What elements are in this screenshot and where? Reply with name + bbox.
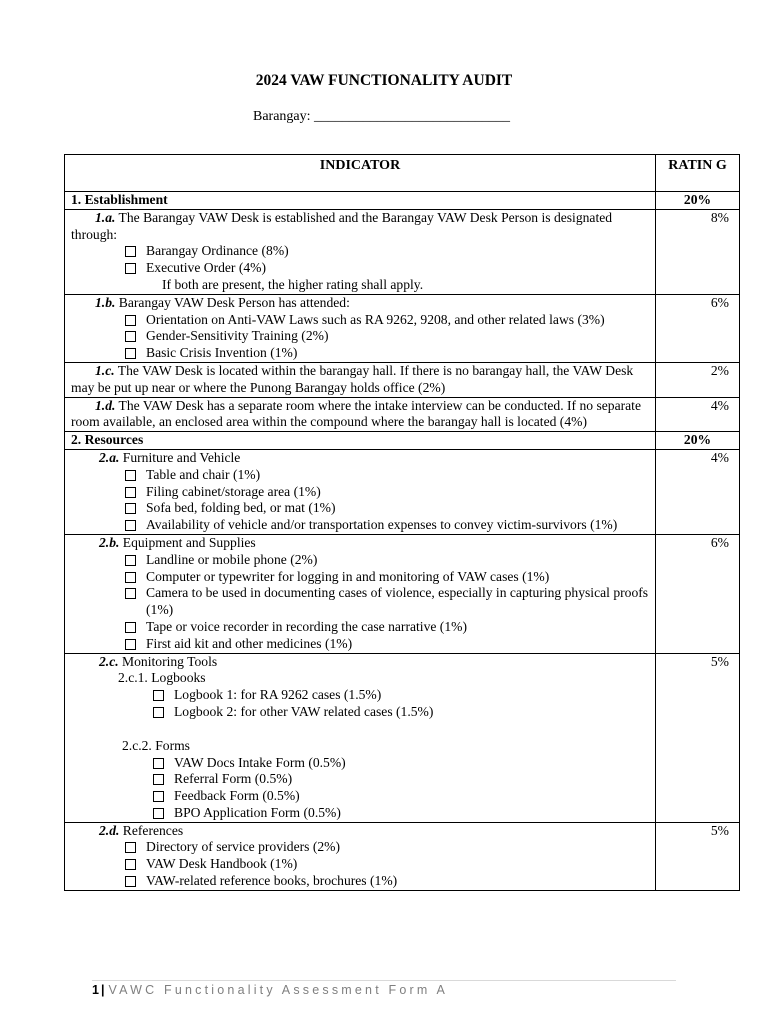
rating-column-header: RATIN G [656,155,740,192]
indicator-rating: 6% [656,294,740,362]
checkbox-item[interactable]: Referral Form (0.5%) [153,771,649,788]
indicator-text: The Barangay VAW Desk is established and the Barangay VAW Desk Person is designated through: [71,209,613,242]
section-rating: 20% [656,192,740,210]
checkbox-item[interactable]: Feedback Form (0.5%) [153,788,649,805]
indicator-row-2c [65,653,740,822]
footer-separator: | [100,983,105,997]
indicator-note: If both are present, the higher rating shall apply. [162,276,424,292]
section-row-resources [65,432,740,450]
indicator-rating: 5% [656,822,740,890]
checkbox-item[interactable]: Landline or mobile phone (2%) [125,552,649,569]
indicator-rating: 2% [656,362,740,397]
indicator-code: 2.b. [99,534,120,550]
indicator-text: Furniture and Vehicle [119,449,241,465]
indicator-column-header: INDICATOR [65,155,656,192]
document-title: 2024 VAW FUNCTIONALITY AUDIT [255,72,513,89]
indicator-code: 2.a. [99,449,120,465]
checkbox-item[interactable]: Filing cabinet/storage area (1%) [125,484,649,501]
checkbox-list [71,312,649,362]
indicator-cell [65,534,656,653]
indicator-heading [71,450,649,467]
checkbox-item[interactable]: BPO Application Form (0.5%) [153,805,649,822]
barangay-field-label: Barangay: ____________________________ [253,109,511,124]
checkbox-item[interactable]: Table and chair (1%) [125,467,649,484]
indicator-rating: 4% [656,449,740,534]
checkbox-item[interactable]: Tape or voice recorder in recording the case narrative (1%) [125,619,649,636]
checkbox-item[interactable]: VAW Desk Handbook (1%) [125,856,649,873]
checkbox-item[interactable]: VAW Docs Intake Form (0.5%) [153,755,649,772]
indicator-row-1a [65,209,740,294]
indicator-heading [71,823,649,840]
indicator-cell [65,397,656,432]
indicator-code: 2.d. [99,822,120,838]
indicator-text: The VAW Desk is located within the barangay hall. If there is no barangay hall, the VAW Desk may be put up near or where the Punong Barangay holds office (2%) [71,362,634,395]
indicator-cell [65,362,656,397]
section-title: 1. Establishment [65,192,656,210]
checkbox-list [71,687,649,721]
audit-table [64,154,740,891]
indicator-code: 1.c. [95,362,115,378]
indicator-code: 1.d. [95,397,116,413]
subheading-logbooks: 2.c.1. Logbooks [118,670,206,686]
checkbox-list [71,839,649,889]
checkbox-item[interactable]: Camera to be used in documenting cases of violence, especially in capturing physical proofs (1%) [125,585,649,619]
indicator-cell [65,822,656,890]
page-number: 1 [92,983,99,997]
subheading-forms: 2.c.2. Forms [122,737,190,753]
checkbox-item[interactable]: Orientation on Anti-VAW Laws such as RA 9262, 9208, and other related laws (3%) [125,312,649,329]
indicator-rating: 4% [656,397,740,432]
indicator-text: The VAW Desk has a separate room where the intake interview can be conducted. If no separate room available, an enclosed area within the compound where the barangay hall is located (4%) [71,397,641,430]
checkbox-item[interactable]: Availability of vehicle and/or transportation expenses to convey victim-survivors (1%) [125,517,649,534]
indicator-row-2a [65,449,740,534]
indicator-row-2b [65,534,740,653]
indicator-code: 1.b. [95,294,116,310]
checkbox-item[interactable]: Directory of service providers (2%) [125,839,649,856]
indicator-row-1c [65,362,740,397]
indicator-text: References [119,822,184,838]
checkbox-item[interactable]: Executive Order (4%) [125,260,649,277]
indicator-heading [71,363,649,397]
indicator-heading [71,535,649,552]
checkbox-item[interactable]: Basic Crisis Invention (1%) [125,345,649,362]
indicator-heading [71,654,649,671]
indicator-code: 1.a. [95,209,116,225]
footer-divider [92,980,676,981]
checkbox-item[interactable]: Logbook 2: for other VAW related cases (1.5%) [153,704,649,721]
indicator-rating: 5% [656,653,740,822]
checkbox-list [71,552,649,653]
checkbox-list [71,243,649,277]
indicator-cell [65,653,656,822]
checkbox-item[interactable]: VAW-related reference books, brochures (1%) [125,873,649,890]
indicator-rating: 8% [656,209,740,294]
table-header-row [65,155,740,192]
checkbox-item[interactable]: Barangay Ordinance (8%) [125,243,649,260]
indicator-cell [65,209,656,294]
indicator-heading [71,210,649,244]
checkbox-item[interactable]: Computer or typewriter for logging in and monitoring of VAW cases (1%) [125,569,649,586]
indicator-cell [65,449,656,534]
indicator-text: Monitoring Tools [118,653,218,669]
indicator-text: Barangay VAW Desk Person has attended: [115,294,350,310]
indicator-row-2d [65,822,740,890]
checkbox-list [71,755,649,822]
checkbox-item[interactable]: First aid kit and other medicines (1%) [125,636,649,653]
indicator-code: 2.c. [99,653,119,669]
footer-text: VAWC Functionality Assessment Form A [108,983,449,997]
section-row-establishment [65,192,740,210]
indicator-row-1d [65,397,740,432]
checkbox-item[interactable]: Gender-Sensitivity Training (2%) [125,328,649,345]
checkbox-item[interactable]: Logbook 1: for RA 9262 cases (1.5%) [153,687,649,704]
checkbox-list [71,467,649,534]
section-title: 2. Resources [65,432,656,450]
checkbox-item[interactable]: Sofa bed, folding bed, or mat (1%) [125,500,649,517]
indicator-text: Equipment and Supplies [119,534,256,550]
spacer [71,721,649,738]
section-rating: 20% [656,432,740,450]
indicator-rating: 6% [656,534,740,653]
indicator-heading [71,295,649,312]
page-footer [92,983,448,997]
indicator-row-1b [65,294,740,362]
indicator-cell [65,294,656,362]
indicator-heading [71,398,649,432]
